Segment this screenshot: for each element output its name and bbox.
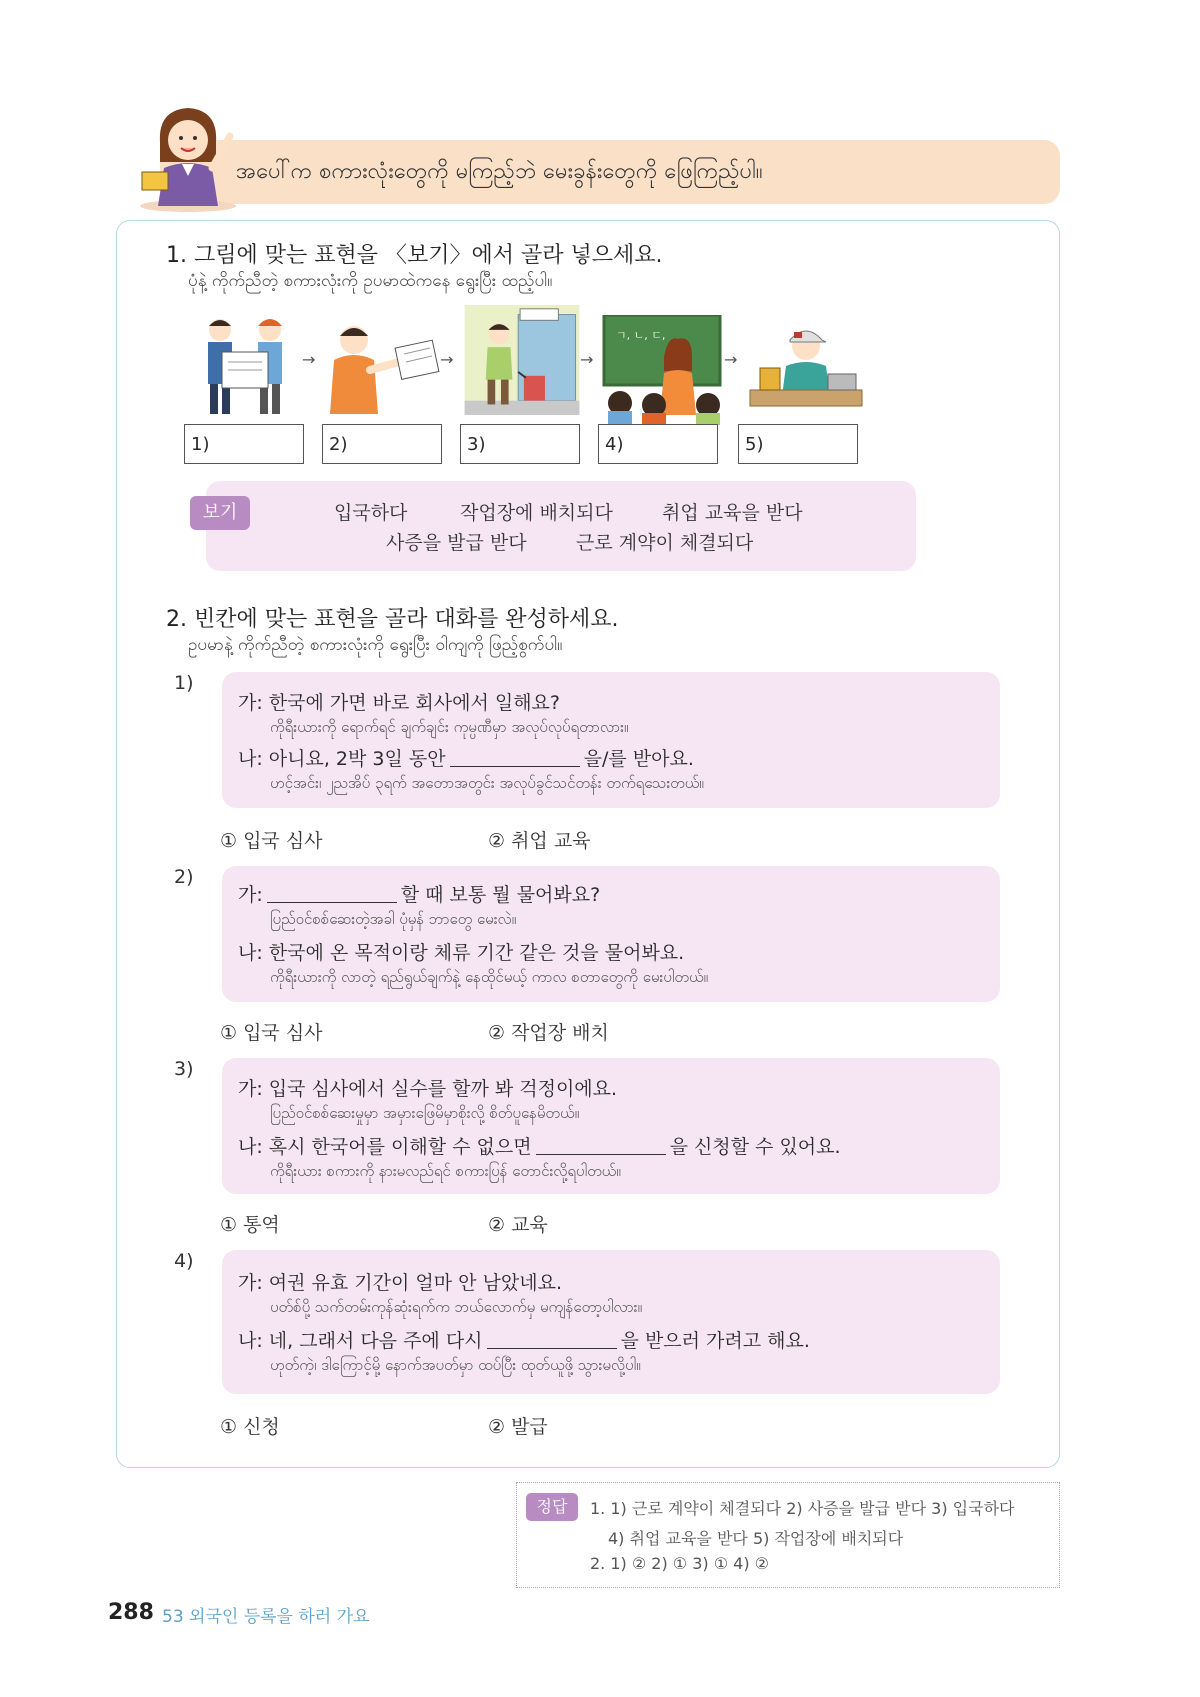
dialog-translation-b: ကိုရီးယားကို လာတဲ့ ရည်ရွယ်ချက်နဲ့ နေထိုင်မယ့် ကာလ စတာတွေကို မေးပါတယ်။ xyxy=(270,968,709,986)
fill-blank[interactable] xyxy=(450,747,580,767)
choice-option[interactable]: ① 입국 심사 xyxy=(220,1022,323,1044)
q1-title: 1. 그림에 맞는 표현을 〈보기〉에서 골라 넣으세요. xyxy=(166,243,663,268)
answer-box-4[interactable]: 4) xyxy=(598,424,718,464)
answer-box-3[interactable]: 3) xyxy=(460,424,580,464)
chapter-title: 53 외국인 등록을 하러 가요 xyxy=(162,1607,370,1627)
teacher-illustration xyxy=(138,102,238,212)
dialog-text: 나: 네, 그래서 다음 주에 다시 xyxy=(238,1330,483,1352)
dialog-translation-a: ပတ်စ်ပို့ သက်တမ်းကုန်ဆုံးရက်က ဘယ်လောက်မှ မကျန်တော့ပါလား။ xyxy=(270,1298,642,1316)
dialog-line-a: 가: 여권 유효 기간이 얼마 안 남았네요. xyxy=(238,1272,562,1294)
arrow-icon: → xyxy=(724,350,738,369)
dialog-line-b xyxy=(238,1326,810,1353)
workplace-assignment-illustration xyxy=(746,310,866,420)
answer-box-1[interactable]: 1) xyxy=(184,424,304,464)
choice-option[interactable]: ② 작업장 배치 xyxy=(488,1022,609,1044)
dialog-line-a: 가: 한국에 가면 바로 회사에서 일해요? xyxy=(238,692,560,714)
dialog-text: 할 때 보통 뭘 물어봐요? xyxy=(400,884,601,906)
answer-key-line: 4) 취업 교육을 받다 5) 작업장에 배치되다 xyxy=(608,1529,904,1548)
item-number: 3) xyxy=(174,1058,194,1080)
choice-option[interactable]: ① 통역 xyxy=(220,1214,280,1236)
q1-subtitle: ပုံနဲ့ ကိုက်ညီတဲ့ စကားလုံးကို ဥပမာထဲကနေ ရွေးပြီး ထည့်ပါ။ xyxy=(188,271,553,291)
dialog-translation-a: ကိုရီးယားကို ရောက်ရင် ချက်ချင်း ကုမ္ပဏီမှာ အလုပ်လုပ်ရတာလား။ xyxy=(270,718,629,736)
dialog-line-b xyxy=(238,744,694,771)
arrow-icon: → xyxy=(580,350,594,369)
dialog-text: 나: 아니요, 2박 3일 동안 xyxy=(238,748,446,770)
example-word: 근로 계약이 체결되다 xyxy=(576,532,754,554)
fill-blank[interactable] xyxy=(487,1329,617,1349)
contract-signing-illustration xyxy=(190,310,310,420)
arrow-icon: → xyxy=(440,350,454,369)
visa-issuance-illustration xyxy=(326,310,446,420)
q2-title: 2. 빈칸에 맞는 표현을 골라 대화를 완성하세요. xyxy=(166,607,619,632)
choice-option[interactable]: ② 취업 교육 xyxy=(488,830,591,852)
dialog-text: 을/를 받아요. xyxy=(583,748,694,770)
page-number: 288 xyxy=(108,1600,154,1625)
example-box xyxy=(206,481,916,571)
dialog-line-b xyxy=(238,1132,841,1159)
answer-key-tag: 정답 xyxy=(526,1493,578,1521)
answer-key-line: 2. 1) ② 2) ① 3) ① 4) ② xyxy=(590,1554,770,1573)
dialog-translation-b: ဟင့်အင်း၊ ၂ညအိပ် ၃ရက် အတောအတွင်း အလုပ်ခွင်သင်တန်း တက်ရသေးတယ်။ xyxy=(270,774,704,792)
answer-box-5[interactable]: 5) xyxy=(738,424,858,464)
dialog-translation-b: ဟုတ်ကဲ့၊ ဒါကြောင့်မို့ နောက်အပတ်မှာ ထပ်ပြီး ထုတ်ယူဖို့ သွားမလို့ပါ။ xyxy=(270,1356,641,1374)
instruction-text: အပေါ်က စကားလုံးတွေကို မကြည့်ဘဲ မေးခွန်းတွေကို ဖြေကြည့်ပါ။ xyxy=(236,159,763,184)
answer-key-line: 1. 1) 근로 계약이 체결되다 2) 사증을 발급 받다 3) 입국하다 xyxy=(590,1499,1015,1518)
dialog-line-b: 나: 한국에 온 목적이랑 체류 기간 같은 것을 물어봐요. xyxy=(238,942,685,964)
dialog-line-a xyxy=(238,880,600,907)
dialog-text: 가: xyxy=(238,884,263,906)
q2-subtitle: ဥပမာနဲ့ ကိုက်ညီတဲ့ စကားလုံးကို ရွေးပြီး ဝါကျကို ဖြည့်စွက်ပါ။ xyxy=(188,635,563,655)
svg-text:ㄱ, ㄴ, ㄷ,: ㄱ, ㄴ, ㄷ, xyxy=(616,329,666,342)
dialog-translation-a: ပြည်ဝင်စစ်ဆေးမှုမှာ အမှားဖြေမိမှာစိုးလို့ စိတ်ပူနေမိတယ်။ xyxy=(270,1104,580,1122)
dialog-text: 을 신청할 수 있어요. xyxy=(669,1136,841,1158)
dialog-translation-b: ကိုရီးယား စကားကို နားမလည်ရင် စကားပြန် တောင်းလို့ရပါတယ်။ xyxy=(270,1162,621,1180)
dialog-line-a: 가: 입국 심사에서 실수를 할까 봐 걱정이에요. xyxy=(238,1078,618,1100)
example-word: 사증을 발급 받다 xyxy=(386,532,527,554)
entry-illustration xyxy=(462,305,582,415)
choice-option[interactable]: ② 교육 xyxy=(488,1214,548,1236)
fill-blank[interactable] xyxy=(536,1135,666,1155)
example-word: 작업장에 배치되다 xyxy=(460,502,613,524)
answer-box-2[interactable]: 2) xyxy=(322,424,442,464)
dialog-text: 을 받으러 가려고 해요. xyxy=(620,1330,810,1352)
example-tag: 보기 xyxy=(190,496,250,530)
choice-option[interactable]: ① 신청 xyxy=(220,1416,280,1438)
item-number: 2) xyxy=(174,866,194,888)
item-number: 4) xyxy=(174,1250,194,1272)
dialog-translation-a: ပြည်ဝင်စစ်ဆေးတဲ့အခါ ပုံမှန် ဘာတွေ မေးလဲ။ xyxy=(270,910,517,928)
item-number: 1) xyxy=(174,672,194,694)
dialog-text: 나: 혹시 한국어를 이해할 수 없으면 xyxy=(238,1136,532,1158)
choice-option[interactable]: ① 입국 심사 xyxy=(220,830,323,852)
choice-option[interactable]: ② 발급 xyxy=(488,1416,548,1438)
arrow-icon: → xyxy=(302,350,316,369)
fill-blank[interactable] xyxy=(267,883,397,903)
example-word: 취업 교육을 받다 xyxy=(662,502,803,524)
example-word: 입국하다 xyxy=(334,502,408,524)
employment-training-illustration xyxy=(602,315,722,425)
